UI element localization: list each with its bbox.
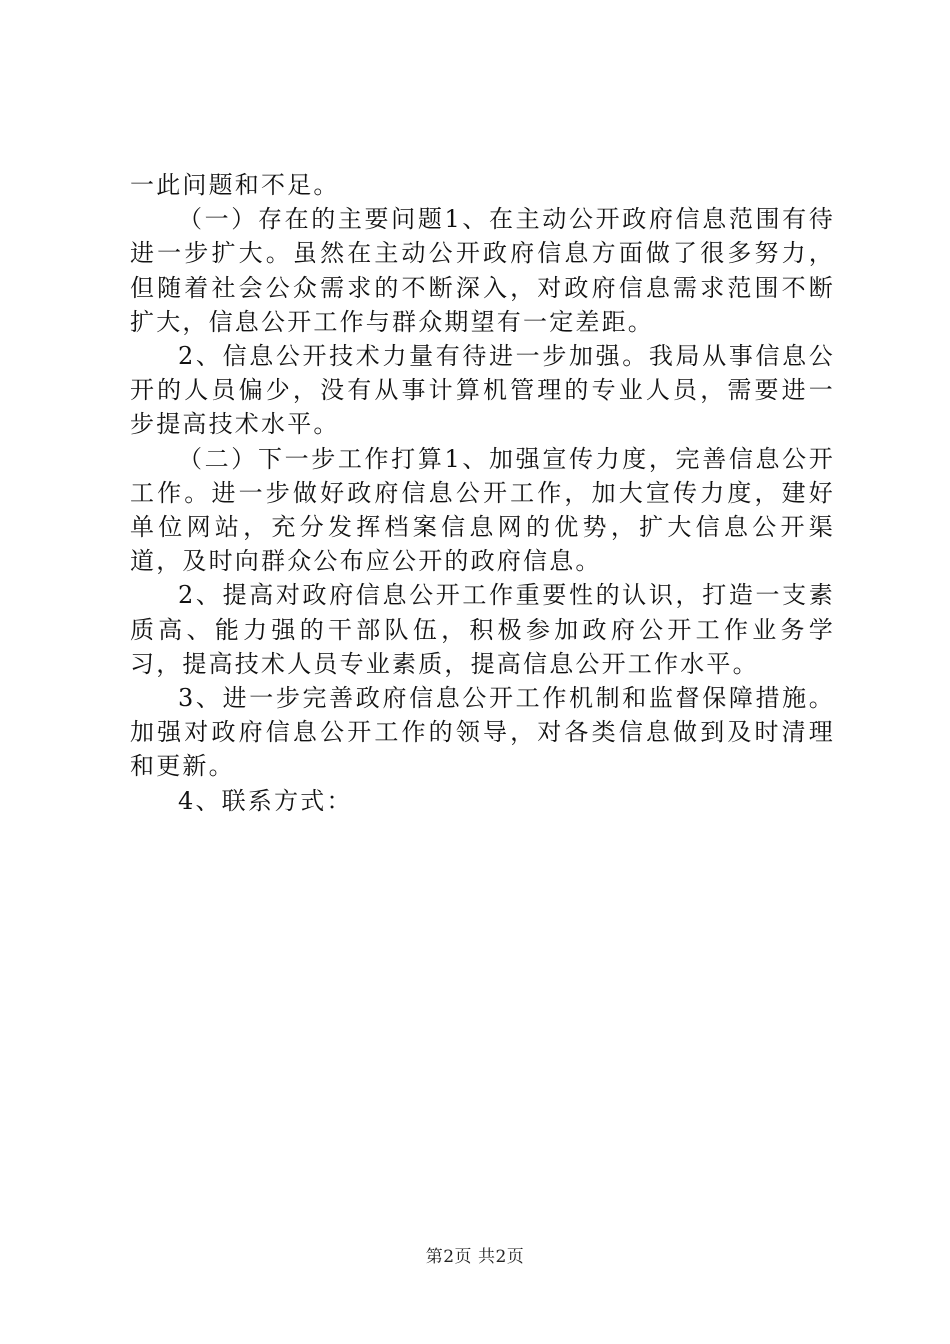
paragraph-continuation: 一此问题和不足。 bbox=[130, 171, 340, 199]
paragraph-contact: 4、联系方式： bbox=[178, 786, 353, 815]
document-body bbox=[130, 168, 835, 818]
paragraph-issues: （一）存在的主要问题1、在主动公开政府信息范围有待进一步扩大。虽然在主动公开政府信息方面做了很多努力，但随着社会公众需求的不断深入，对政府信息需求范围不断扩大，信息公开工作与群众期望有一定差距。 bbox=[130, 205, 835, 336]
paragraph-mechanism: 3、进一步完善政府信息公开工作机制和监督保障措施。加强对政府信息公开工作的领导，对各类信息做到及时清理和更新。 bbox=[130, 684, 835, 781]
paragraph-awareness: 2、提高对政府信息公开工作重要性的认识，打造一支素质高、能力强的干部队伍，积极参加政府公开工作业务学习，提高技术人员专业素质，提高信息公开工作水平。 bbox=[130, 581, 835, 678]
page-number-footer: 第2页 共2页 bbox=[425, 1247, 525, 1267]
paragraph-next-steps: （二）下一步工作打算1、加强宣传力度，完善信息公开工作。进一步做好政府信息公开工作，加大宣传力度，建好单位网站，充分发挥档案信息网的优势，扩大信息公开渠道，及时向群众公布应公开的政府信息。 bbox=[130, 444, 835, 576]
paragraph-tech-capacity: 2、信息公开技术力量有待进一步加强。我局从事信息公开的人员偏少，没有从事计算机管理的专业人员，需要进一步提高技术水平。 bbox=[130, 342, 835, 439]
